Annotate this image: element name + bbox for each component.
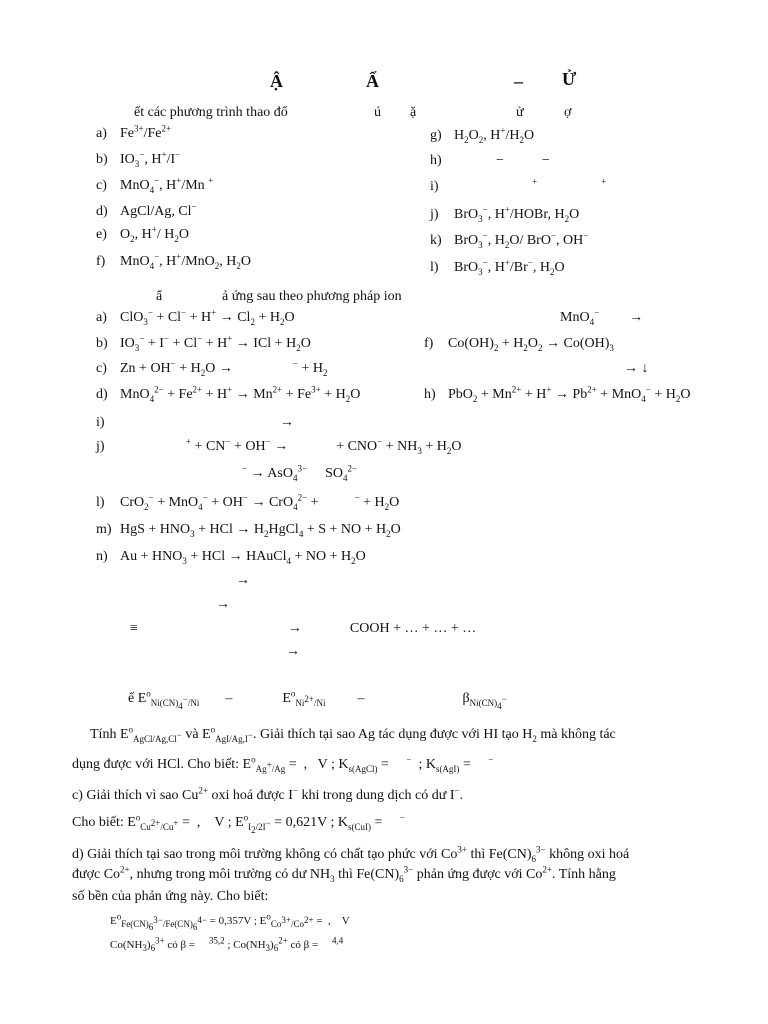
sec2-intro-a: ẩ (156, 289, 163, 304)
sec2-equation: → (236, 573, 250, 588)
sec2-equation: $CrO_2^- + MnO_4^- + OH^- \to CrO_4^{2-} + ^- + H_2O$ (120, 492, 400, 512)
sec2-equation: → (216, 597, 230, 612)
sec3-b-line2: dụng được với HCl. Cho biết: $E^o_{Ag^+/Ag}$ = , V ; $K_{s(AgCl)}$ = − ; $K_{s(AgI)}$ = − (72, 754, 494, 774)
sec1-right-label: i) (430, 179, 439, 194)
sec2-label: m) (96, 522, 112, 537)
sec2-intro-b: ả ứng sau theo phương pháp ion (222, 289, 402, 304)
title-char-1: Ậ (270, 71, 283, 91)
sec1-intro: ết các phương trình thao đổ (134, 105, 288, 120)
sec1-intro-b: ú (374, 105, 381, 120)
sec1-left-item: $IO_3^-$, H+/I− (120, 149, 181, 169)
sec1-left-label: c) (96, 178, 107, 193)
sec2-right-equation: MnO$_4$− → (560, 307, 644, 327)
sec2-equation: → (280, 415, 294, 430)
sec2-label: i) (96, 415, 105, 430)
sec2-right-equation: $Co(OH)_2 + H_2O_2 \to Co(OH)_3$ (448, 336, 614, 353)
sec2-label: d) (96, 387, 108, 402)
sec1-left-label: b) (96, 152, 108, 167)
title-char-2: Ẩ (366, 71, 379, 91)
sec2-right-label: f) (424, 336, 434, 351)
sec3-c-line1: c) Giải thích vì sao $Cu^{2+}$ oxi hoá được I− khi trong dung dịch có dư I−. (72, 785, 464, 803)
sec2-equation: $ClO_3^- + Cl^- + H^+ \to Cl_2 + H_2O$ (120, 307, 295, 327)
title-char-3: Ử (562, 69, 577, 89)
sec1-left-label: f) (96, 254, 106, 269)
sec1-left-item: MnO$_4$−, H+/Mn + (120, 175, 214, 195)
sec1-right-label: j) (430, 207, 439, 222)
sec1-right-item: + + (532, 176, 607, 187)
sec2-equation: ≡ → COOH + … + … + … (130, 621, 477, 636)
sec3-d-line1: d) Giải thích tại sao trong môi trường không có chất tạo phức với $Co^{3+}$ thì $Fe(CN)_6^{3-}$ không oxi hoá (72, 844, 630, 864)
sec1-intro-e: ợ (564, 105, 572, 120)
sec1-left-label: a) (96, 126, 107, 141)
sec2-right-label: h) (424, 387, 436, 402)
sec1-right-label: k) (430, 233, 442, 248)
sec2-equation: − → AsO$_4^{3-}$ $SO_4^{2-}$ (242, 463, 358, 483)
sec3-d-line3: số bền của phản ứng này. Cho biết: (72, 889, 269, 904)
sec1-right-item: $H_2O_2$, $H^+/H_2O$ (454, 125, 535, 145)
sec2-right-equation: → ↓ (624, 361, 649, 376)
sec1-right-item: BrO$_3$−, H+/HOBr, $H_2O$ (454, 204, 580, 224)
sec1-left-item: AgCl/Ag, Cl− (120, 201, 197, 219)
sec2-label: b) (96, 336, 108, 351)
sec1-right-label: l) (430, 260, 439, 275)
sec2-equation: $MnO_4^{2-} + Fe^{2+} + H^+ \to Mn^{2+} + Fe^{3+} + H_2O$ (120, 384, 361, 404)
sec1-left-label: e) (96, 227, 107, 242)
sec1-left-label: d) (96, 204, 108, 219)
sec2-equation: $Zn + OH^- + H_2O \to ^- + H_2$ (120, 358, 328, 378)
sec3-d-line5: $Co(NH_3)_6^{3+}$ có β = $^{35,2}$ ; $Co(NH_3)_6^{2+}$ có β = $^{4,4}$ (110, 935, 344, 954)
sec3-line1: ế $E^o_{Ni(CN)_4^-/Ni} - E^o_{Ni^{2+}/Ni} - \beta_{Ni(CN)_4^-}$ (128, 688, 507, 711)
sec2-equation: $Au + HNO_3$ + HCl → HAuCl$_4$ + NO + $H_2O$ (120, 549, 366, 566)
sec1-intro-c: ặ (410, 105, 417, 120)
sec1-intro-d: ử (516, 105, 524, 120)
sec2-equation: $IO_3^- + I^- + Cl^- + H^+$ → ICl + $H_2O$ (120, 333, 311, 353)
sec2-label: c) (96, 361, 107, 376)
sec2-label: l) (96, 495, 105, 510)
sec1-right-item: BrO$_3$−, $H_2O/$ BrO−, OH− (454, 230, 589, 250)
sec3-b-line1: Tính $E^o_{AgCl/Ag,Cl^-}$ và $E^o_{AgI/Ag,I^-}$. Giải thích tại sao Ag tác dụng được với HI tạo $H_2$ mà không tác (90, 724, 616, 744)
sec2-label: a) (96, 310, 107, 325)
sec1-right-label: h) (430, 153, 442, 168)
sec1-right-label: g) (430, 128, 442, 143)
sec1-right-item: − − (496, 153, 550, 168)
sec3-c-line2: Cho biết: $E^o_{Cu^{2+}/Cu^+}$ = , V ; $E^o_{I_2/2I^-} = 0,621V$ ; $K_{s(CuI)}$ = − (72, 812, 405, 835)
sec3-d-line4: $E^o_{Fe(CN)_6^{3-}/Fe(CN)_6^{4-}} = 0,357V$ ; $E^o_{Co^{3+}/Co^{2+}}$ = , V (110, 911, 350, 932)
sec2-equation: → (286, 644, 300, 659)
sec3-d-line2: được $Co^{2+}$, nhưng trong môi trường có dư $NH_3$ thì $Fe(CN)_6^{3-}$ phản ứng được với $Co^{2+}$. Tính hằng (72, 864, 616, 884)
sec1-right-item: BrO$_3$−, H+/Br−, $H_2O$ (454, 257, 565, 277)
sec1-left-item: $Fe^{3+}/Fe^{2+}$ (120, 123, 172, 141)
sec2-equation: + + CN− + OH− → + $CNO^- + NH_3 + H_2O$ (186, 436, 462, 456)
title-dash: – (514, 71, 523, 91)
sec1-left-item: $O_2$, H+/ $H_2O$ (120, 224, 189, 244)
sec2-label: j) (96, 439, 105, 454)
sec2-label: n) (96, 549, 108, 564)
sec1-left-item: MnO$_4$−, H+/MnO$_2$, $H_2O$ (120, 251, 252, 271)
sec2-equation: HgS + $HNO_3$ + HCl → $H_2HgCl_4 + S$ + NO + $H_2O$ (120, 522, 401, 539)
sec2-right-equation: $PbO_2 + Mn^{2+} + H^+ \to Pb^{2+} + MnO_4^- + H_2O$ (448, 384, 691, 404)
